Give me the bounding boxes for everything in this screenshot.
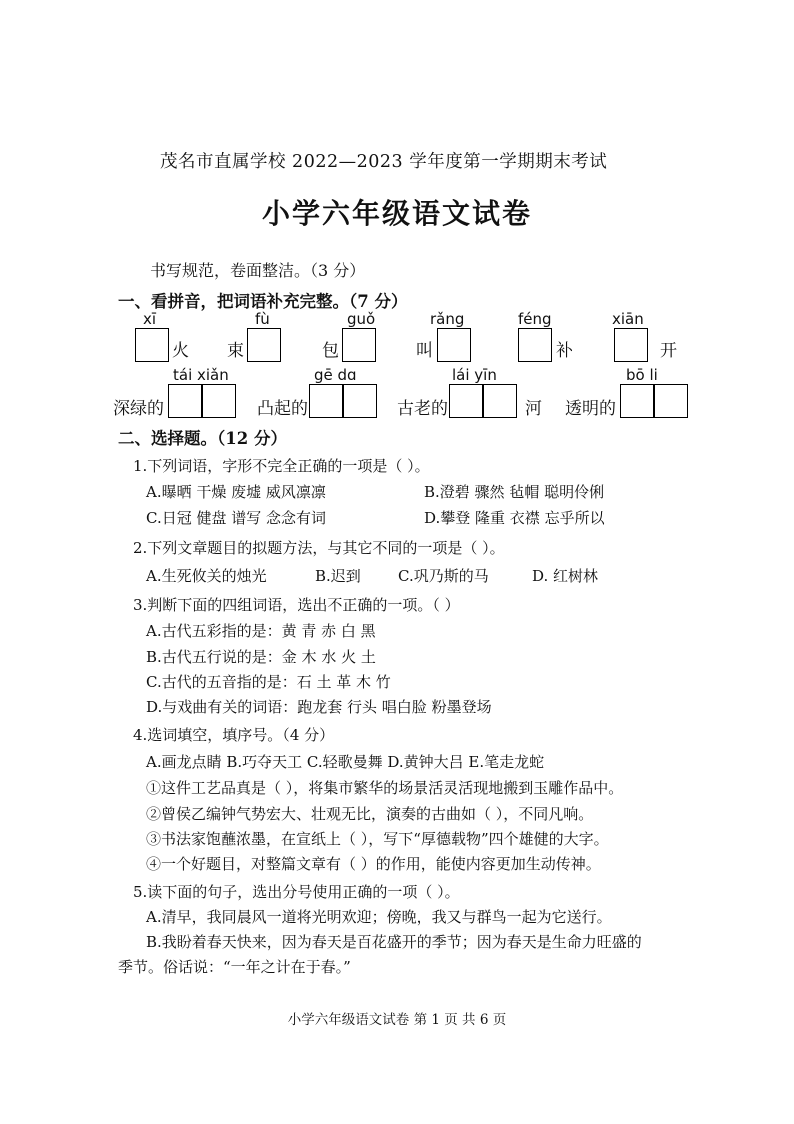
q2-option-d: D. 红树林 <box>532 567 599 585</box>
q3-option-c: C.古代的五音指的是：石 土 革 木 竹 <box>146 673 391 691</box>
section1-heading: 一、看拼音，把词语补充完整。（7 分） <box>118 292 408 311</box>
q3-stem: 3.判断下面的四组词语，选出不正确的一项。（ ） <box>133 596 460 614</box>
answer-boxes-taixian[interactable] <box>168 384 236 418</box>
q3-option-b: B.古代五行说的是：金 木 水 火 土 <box>146 648 376 666</box>
pinyin-boli: bō li <box>626 366 658 384</box>
q4-sentence-2: ②曾侯乙编钟气势宏大、壮观无比，演奏的古曲如（ ），不同凡响。 <box>146 805 594 823</box>
answer-box-guo[interactable] <box>342 328 376 362</box>
word-gulaode: 古老的 <box>397 399 448 419</box>
word-kai: 开 <box>660 341 677 361</box>
answer-box-fu[interactable] <box>247 328 281 362</box>
q2-option-a: A.生死攸关的烛光 <box>146 567 267 585</box>
word-shu: 束 <box>227 341 244 361</box>
section2-heading: 二、选择题。（12 分） <box>118 429 287 448</box>
neatness-note: 书写规范，卷面整洁。（3 分） <box>150 261 366 280</box>
pinyin-guo: guǒ <box>347 310 376 328</box>
word-bu: 补 <box>556 341 573 361</box>
answer-box-feng[interactable] <box>518 328 552 362</box>
q4-sentence-3: ③书法家饱蘸浓墨，在宣纸上（ ），写下“厚德载物”四个雄健的大字。 <box>146 830 609 848</box>
q5-stem: 5.读下面的句子，选出分号使用正确的一项（ ）。 <box>133 883 460 901</box>
q1-option-c: C.日冠 健盘 谱写 念念有词 <box>146 509 327 527</box>
q2-option-c: C.巩乃斯的马 <box>398 567 489 585</box>
school-exam-name: 茂名市直属学校 2022—2023 学年度第一学期期末考试 <box>160 152 608 172</box>
q4-sentence-1: ①这件工艺品真是（ ），将集市繁华的场景活灵活现地搬到玉雕作品中。 <box>146 779 624 797</box>
pinyin-xian: xiān <box>612 310 644 328</box>
pinyin-laiyin: lái yīn <box>452 366 497 384</box>
word-bao: 包 <box>322 341 339 361</box>
pinyin-fu: fù <box>255 310 270 328</box>
q1-stem: 1.下列词语，字形不完全正确的一项是（ ）。 <box>133 457 430 475</box>
word-jiao: 叫 <box>416 341 433 361</box>
pinyin-feng: féng <box>518 310 552 328</box>
q1-option-a: A.曝晒 干燥 废墟 威风凛凛 <box>146 483 326 501</box>
q5-option-b-line2: 季节。俗话说：“一年之计在于春。” <box>118 958 351 976</box>
page-footer: 小学六年级语文试卷 第 1 页 共 6 页 <box>287 1012 507 1028</box>
pinyin-geda: gē dɑ <box>314 366 357 384</box>
answer-boxes-boli[interactable] <box>620 384 688 418</box>
answer-box-rang[interactable] <box>437 328 471 362</box>
answer-boxes-laiyin[interactable] <box>449 384 517 418</box>
q1-option-b: B.澄碧 骤然 毡帽 聪明伶俐 <box>424 483 605 501</box>
answer-box-xi[interactable] <box>135 328 169 362</box>
q3-option-d: D.与戏曲有关的词语：跑龙套 行头 唱白脸 粉墨登场 <box>146 698 492 716</box>
q4-options: A.画龙点睛 B.巧夺天工 C.轻歌曼舞 D.黄钟大吕 E.笔走龙蛇 <box>146 753 545 771</box>
q4-stem: 4.选词填空，填序号。（4 分） <box>133 726 335 744</box>
pinyin-xi: xī <box>143 310 157 328</box>
word-tuqide: 凸起的 <box>257 399 308 419</box>
answer-box-xian[interactable] <box>614 328 648 362</box>
q5-option-a: A.清早，我同晨风一道将光明欢迎；傍晚，我又与群鸟一起为它送行。 <box>146 908 612 926</box>
q4-sentence-4: ④一个好题目，对整篇文章有（ ）的作用，能使内容更加生动传神。 <box>146 855 601 873</box>
q3-option-a: A.古代五彩指的是：黄 青 赤 白 黑 <box>146 622 376 640</box>
word-huo: 火 <box>172 341 189 361</box>
word-he: 河 <box>525 399 542 419</box>
q2-stem: 2.下列文章题目的拟题方法，与其它不同的一项是（ ）。 <box>133 539 505 557</box>
pinyin-taixian: tái xiǎn <box>173 366 229 384</box>
word-toumingde: 透明的 <box>565 399 616 419</box>
pinyin-rang: rǎng <box>430 310 465 328</box>
answer-boxes-geda[interactable] <box>309 384 377 418</box>
page-title: 小学六年级语文试卷 <box>261 197 532 230</box>
q1-option-d: D.攀登 隆重 衣襟 忘乎所以 <box>424 509 605 527</box>
word-shenlvde: 深绿的 <box>113 399 164 419</box>
q5-option-b-line1: B.我盼着春天快来，因为春天是百花盛开的季节；因为春天是生命力旺盛的 <box>146 933 642 951</box>
q2-option-b: B.迟到 <box>315 567 361 585</box>
